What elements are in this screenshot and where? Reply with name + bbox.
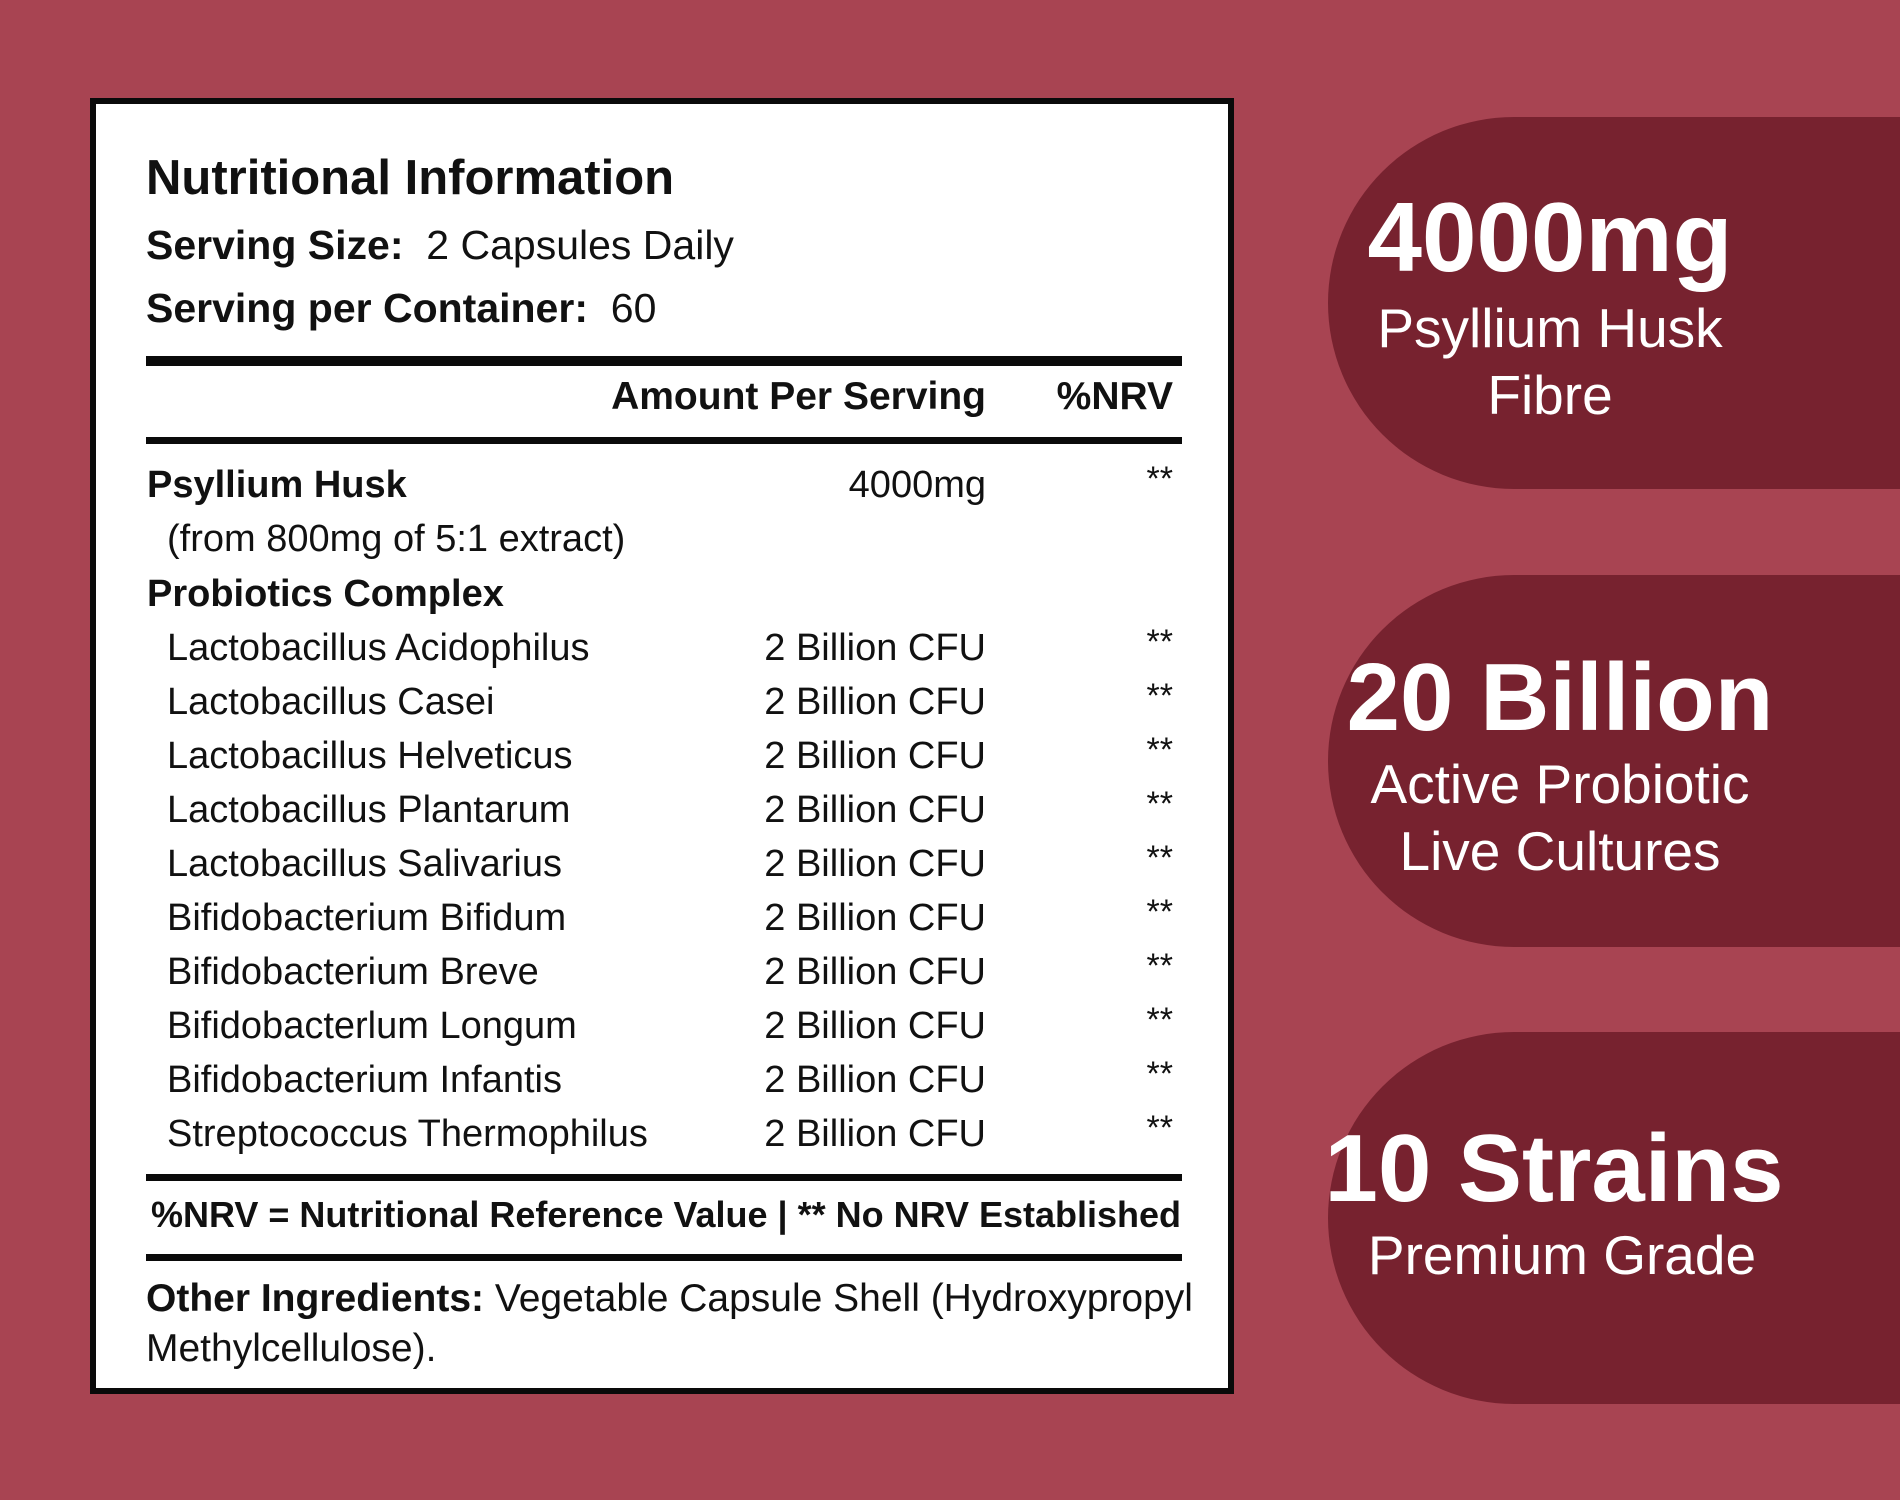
ingredient-amount: 2 Billion CFU <box>764 1113 986 1155</box>
ingredient-amount: 2 Billion CFU <box>764 1005 986 1047</box>
ingredient-nrv: ** <box>1146 839 1173 877</box>
table-row <box>146 677 1182 729</box>
ingredient-name: Lactobacillus Helveticus <box>167 735 573 777</box>
badge-headline: 20 Billion <box>1346 644 1774 751</box>
ingredient-name: Lactobacillus Acidophilus <box>167 627 590 669</box>
ingredient-nrv: ** <box>1146 1055 1173 1093</box>
ingredient-nrv: ** <box>1146 460 1173 498</box>
panel-title: Nutritional Information <box>146 151 675 205</box>
ingredient-nrv: ** <box>1146 1109 1173 1147</box>
ingredient-amount: 2 Billion CFU <box>764 627 986 669</box>
badge-psyllium <box>1328 117 1900 489</box>
ingredient-amount: 2 Billion CFU <box>764 789 986 831</box>
table-row <box>146 893 1182 945</box>
other-ingredients <box>146 1274 1206 1374</box>
ingredient-amount: 2 Billion CFU <box>764 735 986 777</box>
ingredient-nrv: ** <box>1146 677 1173 715</box>
ingredient-name: Streptococcus Thermophilus <box>167 1113 648 1155</box>
ingredient-name: Lactobacillus Plantarum <box>167 789 571 831</box>
divider-after-footnote <box>146 1254 1182 1261</box>
badge-headline: 10 Strains <box>1324 1115 1784 1222</box>
ingredient-name: Lactobacillus Salivarius <box>167 843 562 885</box>
ingredient-amount: 2 Billion CFU <box>764 1059 986 1101</box>
column-header-amount: Amount Per Serving <box>611 375 986 418</box>
table-row <box>146 947 1182 999</box>
badge-caption-line: Live Cultures <box>1399 820 1721 882</box>
nutrition-panel-content <box>146 104 1193 1388</box>
table-row <box>146 1001 1182 1053</box>
servings-label: Serving per Container: <box>146 285 588 331</box>
ingredient-name: Bifidobacterium Infantis <box>167 1059 562 1101</box>
ingredient-nrv: ** <box>1146 893 1173 931</box>
badge-caption-line: Active Probiotic <box>1370 753 1750 815</box>
ingredient-nrv: ** <box>1146 785 1173 823</box>
table-row <box>146 785 1182 837</box>
ingredient-name: Bifidobacterium Bifidum <box>167 897 567 939</box>
divider-before-footnote <box>146 1174 1182 1181</box>
ingredient-name: Bifidobacterlum Longum <box>167 1005 577 1047</box>
table-row <box>146 518 1182 566</box>
badge-strains <box>1324 1032 1900 1404</box>
ingredient-name: Bifidobacterium Breve <box>167 951 539 993</box>
other-ingredients-value: Vegetable Capsule Shell (Hydroxypropyl Methylcellulose). <box>146 1277 1193 1370</box>
badge-caption <box>1250 751 1870 885</box>
serving-size <box>146 222 734 269</box>
badge-caption-line: Premium Grade <box>1367 1224 1757 1286</box>
ingredient-amount: 2 Billion CFU <box>764 681 986 723</box>
table-row <box>146 460 1182 512</box>
ingredient-amount: 4000mg <box>848 464 986 506</box>
ingredient-nrv: ** <box>1146 731 1173 769</box>
table-row <box>146 1055 1182 1107</box>
table-row <box>146 731 1182 783</box>
ingredient-nrv: ** <box>1146 1001 1173 1039</box>
column-header-nrv: %NRV <box>1056 375 1173 418</box>
badge-caption-line: Fibre <box>1487 364 1613 426</box>
ingredient-name: Psyllium Husk <box>147 464 407 506</box>
ingredient-nrv: ** <box>1146 947 1173 985</box>
ingredient-group-name: Probiotics Complex <box>147 573 504 615</box>
table-row <box>146 573 1182 621</box>
ingredient-name: Lactobacillus Casei <box>167 681 495 723</box>
ingredient-nrv: ** <box>1146 623 1173 661</box>
badge-probiotic-count <box>1328 575 1900 947</box>
other-ingredients-label: Other Ingredients: <box>146 1277 485 1320</box>
badge-caption-line: Psyllium Husk <box>1377 297 1723 359</box>
divider-top <box>146 356 1182 366</box>
nutrition-panel <box>90 98 1234 1394</box>
table-row <box>146 839 1182 891</box>
badge-headline: 4000mg <box>1367 182 1733 292</box>
ingredient-amount: 2 Billion CFU <box>764 843 986 885</box>
table-row <box>146 623 1182 675</box>
servings-value: 60 <box>610 285 657 331</box>
ingredient-amount: 2 Billion CFU <box>764 897 986 939</box>
nrv-footnote: %NRV = Nutritional Reference Value | ** No NRV Established <box>151 1194 1182 1235</box>
servings-per-container <box>146 285 656 332</box>
serving-size-label: Serving Size: <box>146 222 404 268</box>
serving-size-value: 2 Capsules Daily <box>426 222 734 268</box>
table-row <box>146 1109 1182 1161</box>
badge-caption <box>1240 295 1860 429</box>
ingredient-name: (from 800mg of 5:1 extract) <box>167 518 626 560</box>
badge-caption <box>1252 1222 1872 1289</box>
ingredient-amount: 2 Billion CFU <box>764 951 986 993</box>
divider-header <box>146 437 1182 444</box>
